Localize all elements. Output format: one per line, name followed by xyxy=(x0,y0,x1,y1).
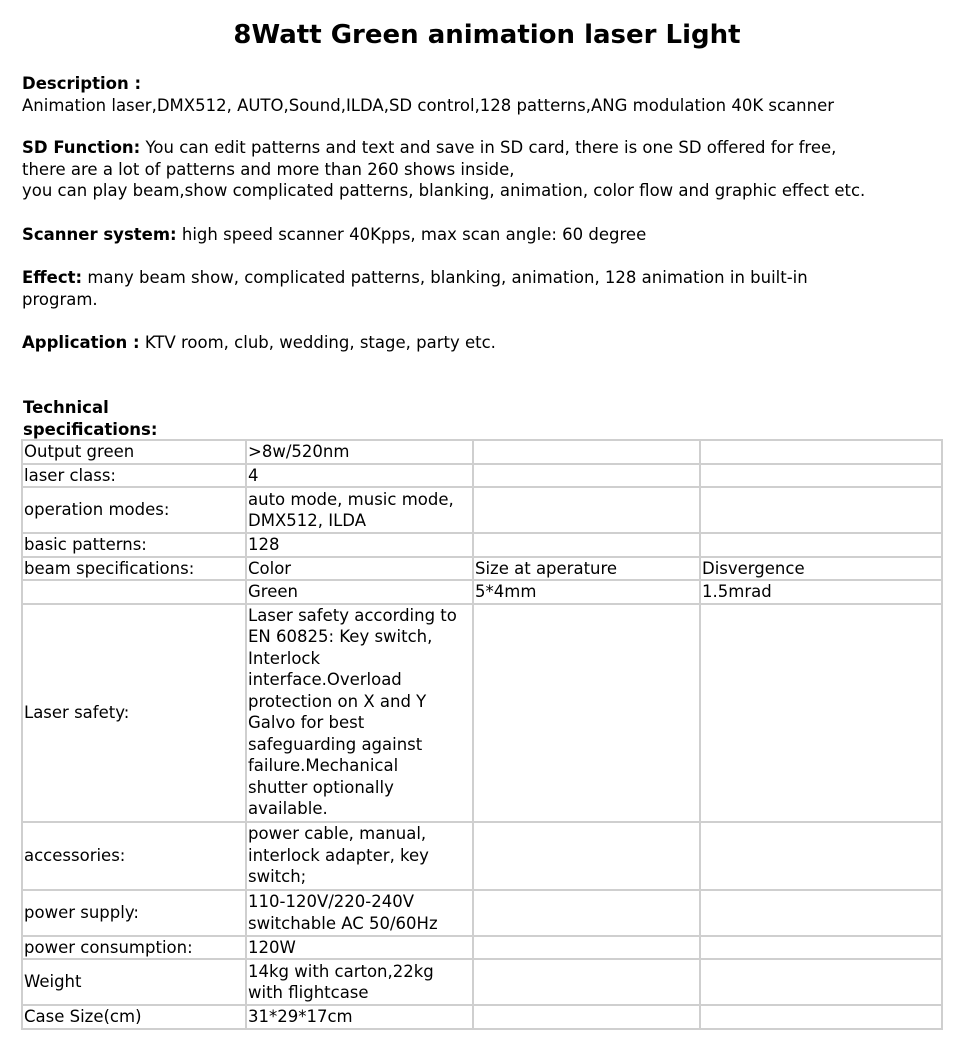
spec-label: operation modes: xyxy=(22,487,246,533)
scanner-label: Scanner system: xyxy=(22,225,177,244)
spec-label: Laser safety: xyxy=(22,604,246,822)
spec-value: 110-120V/220-240V switchable AC 50/60Hz xyxy=(246,890,473,936)
spec-label: beam specifications: xyxy=(22,557,246,581)
spec-value: Laser safety according to EN 60825: Key switch, Interlock interface.Overload protection on X and Y Galvo for best safeguarding against failure.Mechanical shutter optionally available. xyxy=(246,604,473,822)
application-text: KTV room, club, wedding, stage, party etc. xyxy=(139,333,496,352)
spec-label: Weight xyxy=(22,959,246,1005)
table-row xyxy=(22,533,942,557)
page-title: 8Watt Green animation laser Light xyxy=(233,20,741,50)
beam-color: Green xyxy=(246,580,473,604)
spec-label: laser class: xyxy=(22,464,246,488)
spec-label: power supply: xyxy=(22,890,246,936)
application-section xyxy=(22,332,942,354)
table-row xyxy=(22,1005,942,1029)
scanner-section xyxy=(22,224,942,246)
spec-value: 31*29*17cm xyxy=(246,1005,473,1029)
table-row xyxy=(22,890,942,936)
table-row xyxy=(22,487,942,533)
beam-size: 5*4mm xyxy=(473,580,700,604)
sd-function-label: SD Function: xyxy=(22,138,141,157)
sd-function-line2: there are a lot of patterns and more than 260 shows inside, xyxy=(22,159,515,179)
spec-heading xyxy=(23,397,157,440)
spec-label: Output green xyxy=(22,440,246,464)
scanner-text: high speed scanner 40Kpps, max scan angle: 60 degree xyxy=(176,225,647,244)
spec-label: accessories: xyxy=(22,822,246,890)
table-row xyxy=(22,936,942,960)
spec-value: power cable, manual, interlock adapter, key switch; xyxy=(246,822,473,890)
description-heading: Description : xyxy=(22,74,142,93)
spec-value: 128 xyxy=(246,533,473,557)
spec-heading-line2: specifications: xyxy=(23,419,158,439)
beam-size-header: Size at aperature xyxy=(473,557,700,581)
table-row xyxy=(22,580,942,604)
spec-value: 14kg with carton,22kg with flightcase xyxy=(246,959,473,1005)
beam-divergence-header: Disvergence xyxy=(700,557,942,581)
spec-heading-line1: Technical xyxy=(23,398,109,417)
spec-label: Case Size(cm) xyxy=(22,1005,246,1029)
table-row xyxy=(22,440,942,464)
sd-function-line3: you can play beam,show complicated patterns, blanking, animation, color flow and graphic effect etc. xyxy=(22,181,866,200)
effect-line2: program. xyxy=(22,289,98,309)
effect-line1: many beam show, complicated patterns, blanking, animation, 128 animation in built-in xyxy=(82,268,808,287)
description-section xyxy=(22,73,942,116)
effect-label: Effect: xyxy=(22,268,83,287)
sd-function-section xyxy=(22,137,942,202)
beam-color-header: Color xyxy=(246,557,473,581)
table-row xyxy=(22,464,942,488)
spec-value: auto mode, music mode, DMX512, ILDA xyxy=(246,487,473,533)
application-label: Application : xyxy=(22,333,140,352)
table-row xyxy=(22,557,942,581)
table-row xyxy=(22,959,942,1005)
spec-label: basic patterns: xyxy=(22,533,246,557)
spec-label: power consumption: xyxy=(22,936,246,960)
spec-value: >8w/520nm xyxy=(246,440,473,464)
effect-section xyxy=(22,267,942,310)
description-text: Animation laser,DMX512, AUTO,Sound,ILDA,SD control,128 patterns,ANG modulation 40K scanner xyxy=(22,95,835,115)
spec-value: 4 xyxy=(246,464,473,488)
spec-table xyxy=(21,439,943,1030)
spec-value: 120W xyxy=(246,936,473,960)
table-row xyxy=(22,822,942,890)
table-row xyxy=(22,604,942,822)
sd-function-line1: You can edit patterns and text and save in SD card, there is one SD offered for free, xyxy=(140,138,837,157)
beam-divergence: 1.5mrad xyxy=(700,580,942,604)
